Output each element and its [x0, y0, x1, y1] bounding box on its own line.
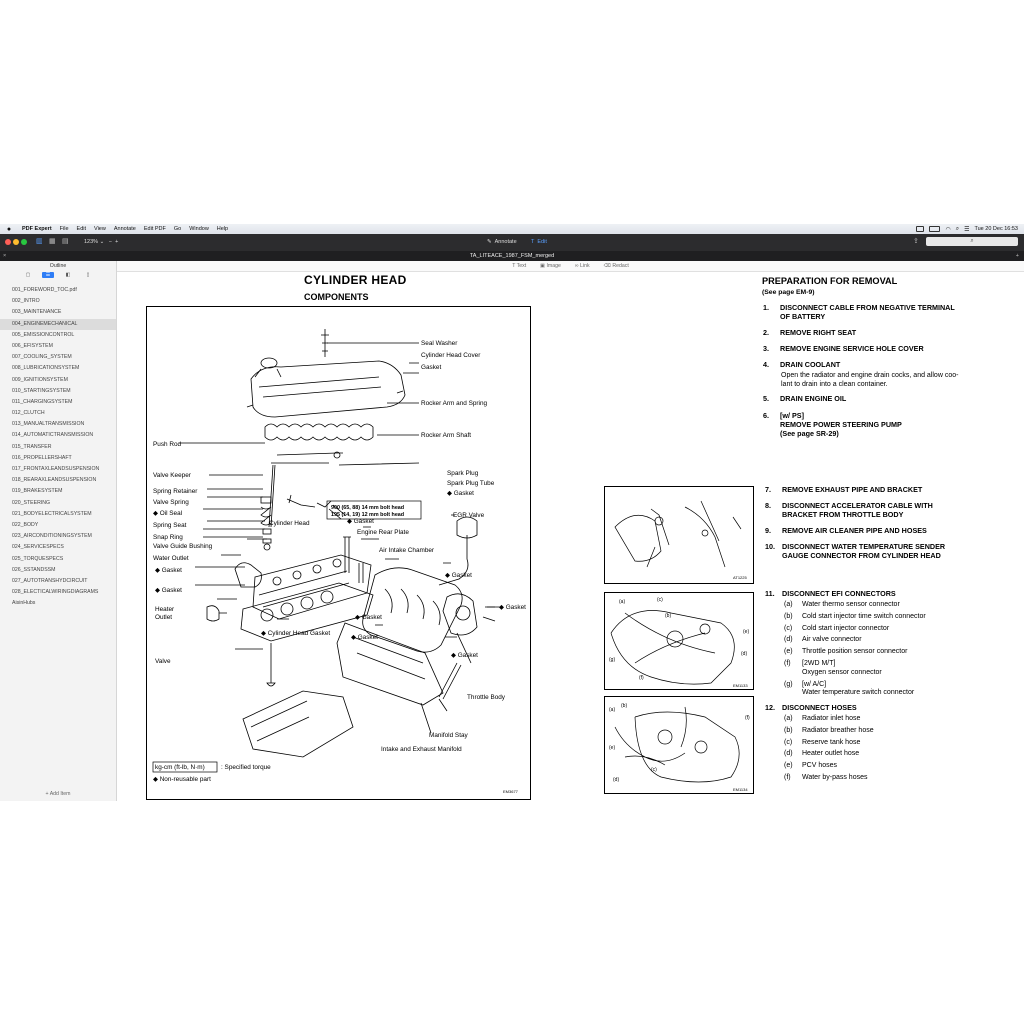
efi-key: (e) — [784, 648, 793, 656]
hoses-key: (a) — [784, 715, 793, 722]
hoses-key: (b) — [784, 726, 793, 734]
label-valve-guide-bushing: Valve Guide Bushing — [153, 543, 213, 550]
svg-text:(c): (c) — [651, 767, 657, 773]
image-tool-label: Image — [546, 263, 561, 269]
figure-2-drawing — [605, 593, 753, 689]
hoses-value: Heater outlet hose — [802, 750, 860, 758]
step-10-text2: GAUGE CONNECTOR FROM CYLINDER HEAD — [782, 551, 941, 560]
control-center-icon[interactable]: ☰ — [964, 226, 970, 233]
document-tab-bar — [0, 251, 1024, 261]
outline-item[interactable]: 027_AUTOTRANSHYDCIRCUIT — [12, 577, 88, 584]
new-tab-icon[interactable]: + — [1015, 253, 1019, 259]
outline-item[interactable]: 005_EMISSIONCONTROL — [12, 331, 75, 338]
menu-file[interactable]: File — [59, 226, 69, 232]
label-gasket-body: ◆ Gasket — [451, 652, 478, 659]
step-10-num: 10. — [765, 542, 775, 551]
label-cylinder-head-gasket: ◆ Cylinder Head Gasket — [261, 630, 331, 637]
label-valve-keeper: Valve Keeper — [153, 472, 191, 479]
hoses-key: (e) — [784, 762, 793, 770]
outline-item[interactable]: 024_SERVICESPECS — [12, 544, 64, 551]
step-6-text3: (See page SR-29) — [780, 429, 839, 438]
figure-3-drawing — [605, 697, 753, 793]
legend-units: kg-cm (ft-lb, N·m) — [155, 764, 205, 771]
text-edit-icon: T — [531, 239, 535, 245]
step-8-text2: BRACKET FROM THROTTLE BODY — [782, 510, 904, 519]
label-gasket-head: ◆ Gasket — [155, 587, 182, 594]
label-gasket-tube: ◆ Gasket — [447, 490, 474, 497]
label-spring-retainer: Spring Retainer — [153, 488, 198, 495]
wifi-icon[interactable]: ◠ — [945, 226, 951, 233]
search-input[interactable]: ⌕ — [926, 237, 1018, 246]
svg-text:(f): (f) — [745, 715, 750, 721]
link-tool-label: Link — [580, 263, 590, 269]
step-11-num: 11. — [765, 589, 775, 598]
label-gasket-cover: Gasket — [421, 364, 442, 371]
fig-code-em3677: EM3677 — [503, 789, 518, 794]
fig-code-em1134: EM1134 — [733, 787, 748, 792]
efi-key: (f) — [784, 660, 791, 667]
efi-key: (d) — [784, 636, 793, 644]
outline-item[interactable]: 007_COOLING_SYSTEM — [12, 354, 72, 361]
step-2-num: 2. — [763, 328, 769, 337]
efi-value: Cold start injector time switch connector — [802, 612, 926, 620]
edit-mode-button[interactable] — [531, 238, 547, 246]
label-spark-plug-tube: Spark Plug Tube — [447, 480, 495, 487]
tab-annotations[interactable]: ▯ — [86, 272, 90, 278]
hoses-key: (c) — [784, 738, 793, 746]
figure-efi-connectors — [604, 592, 754, 690]
label-snap-ring: Snap Ring — [153, 534, 183, 541]
outline-item[interactable]: 015_TRANSFER — [12, 443, 52, 450]
page-title-cylinder-head: CYLINDER HEAD — [304, 273, 407, 287]
label-air-intake-chamber: Air Intake Chamber — [379, 547, 435, 554]
outline-list — [0, 285, 116, 609]
label-rocker-arm-spring: Rocker Arm and Spring — [421, 400, 488, 407]
outline-item[interactable]: 026_SSTANDSSM — [12, 566, 56, 573]
svg-text:(e): (e) — [743, 629, 750, 635]
label-valve: Valve — [155, 658, 171, 665]
step-1-text: DISCONNECT CABLE FROM NEGATIVE TERMINAL — [780, 303, 955, 312]
outline-item[interactable]: 020_STEERING — [12, 499, 51, 506]
toolbar — [0, 234, 1024, 251]
outline-item[interactable]: 006_EFISYSTEM — [12, 342, 53, 349]
efi-value: Water thermo sensor connector — [802, 601, 900, 608]
hoses-value: Radiator breather hose — [802, 726, 874, 734]
outline-item[interactable]: 021_BODYELECTRICALSYSTEM — [12, 510, 92, 517]
label-outlet: Outlet — [155, 614, 173, 621]
torque-spec-12mm: 195 (14, 19) 12 mm bolt head — [331, 512, 405, 518]
step-3-num: 3. — [763, 344, 769, 353]
step-6-text: [w/ PS] — [780, 411, 804, 420]
redact-tool-label: Redact — [612, 263, 629, 269]
outline-item[interactable]: 025_TORQUESPECS — [12, 555, 64, 562]
torque-spec-14mm: 900 (65, 88) 14 mm bolt head — [331, 505, 405, 511]
outline-item[interactable]: 002_INTRO — [12, 298, 40, 305]
tab-bookmarks[interactable]: ◧ — [65, 272, 71, 278]
menu-edit-pdf[interactable]: Edit PDF — [143, 226, 166, 232]
label-rocker-arm-shaft: Rocker Arm Shaft — [421, 432, 472, 439]
add-item-button[interactable]: + Add Item — [45, 791, 71, 797]
step-2-text: REMOVE RIGHT SEAT — [780, 328, 857, 337]
menu-window[interactable]: Window — [189, 226, 209, 232]
step-3-text: REMOVE ENGINE SERVICE HOLE COVER — [780, 344, 924, 353]
redact-tool[interactable]: ⌫ Redact — [603, 263, 629, 269]
battery-icon[interactable] — [929, 226, 940, 232]
zoom-level[interactable]: 123% ⌄ − + — [84, 239, 119, 245]
svg-text:(g): (g) — [609, 657, 616, 663]
outline-item[interactable]: 004_ENGINEMECHANICAL — [0, 319, 116, 330]
step-4-text: DRAIN COOLANT — [780, 360, 841, 369]
svg-text:(f): (f) — [639, 675, 644, 681]
hoses-key: (f) — [784, 774, 791, 781]
screen-icon[interactable] — [916, 226, 924, 232]
label-egr-valve: EGR Valve — [453, 512, 485, 519]
fig-code-at1225: AT1225 — [733, 575, 747, 580]
label-valve-spring: Valve Spring — [153, 499, 189, 506]
label-intake-exhaust-manifold: Intake and Exhaust Manifold — [381, 746, 462, 753]
step-6-num: 6. — [763, 411, 769, 420]
efi-value: Throttle position sensor connector — [802, 648, 908, 656]
figure-accelerator-cable — [604, 486, 754, 584]
annotate-mode-button[interactable] — [487, 238, 517, 246]
link-tool[interactable]: ∞ Link — [574, 263, 590, 269]
see-page-em9: (See page EM-9) — [762, 289, 815, 296]
label-engine-rear-plate: Engine Rear Plate — [357, 529, 409, 536]
page-subtitle-components: COMPONENTS — [304, 292, 369, 302]
tab-outline[interactable]: ☰ — [42, 272, 54, 278]
step-7-num: 7. — [765, 485, 771, 494]
heading-preparation: PREPARATION FOR REMOVAL — [762, 276, 898, 286]
label-cylinder-head: Cylinder Head — [269, 520, 310, 527]
label-gasket-manifold: ◆ Gasket — [355, 614, 382, 621]
label-heater: Heater — [155, 606, 175, 613]
coolant-note-1: Open the radiator and engine drain cocks, and allow coo- — [781, 372, 959, 379]
label-water-outlet: Water Outlet — [153, 555, 189, 562]
hoses-value: Water by-pass hoses — [802, 774, 868, 781]
label-manifold-stay: Manifold Stay — [429, 732, 468, 739]
step-12-num: 12. — [765, 703, 775, 712]
step-1-text2: OF BATTERY — [780, 312, 826, 321]
step-1-num: 1. — [763, 303, 769, 312]
label-cylinder-head-cover: Cylinder Head Cover — [421, 352, 481, 359]
outline-sidebar — [0, 261, 117, 801]
step-5-num: 5. — [763, 394, 769, 403]
efi-value: [w/ A/C] — [802, 680, 827, 688]
label-throttle-body: Throttle Body — [467, 694, 506, 701]
outline-item[interactable]: 019_BRAKESYSTEM — [12, 488, 63, 495]
efi-value-line2: Oxygen sensor connector — [802, 668, 882, 676]
svg-text:(b): (b) — [665, 613, 672, 619]
zoom-value: 123% — [84, 239, 99, 245]
pdf-expert-window — [0, 224, 1024, 801]
edit-tools-bar — [117, 261, 1024, 272]
svg-text:(d): (d) — [741, 651, 748, 657]
menu-go[interactable]: Go — [173, 226, 182, 232]
label-push-rod: Push Rod — [153, 441, 182, 448]
outline-item[interactable]: AisinHubs — [12, 600, 36, 607]
share-icon[interactable]: ⇪ — [913, 238, 919, 245]
svg-text:(a): (a) — [609, 707, 616, 713]
step-12-text: DISCONNECT HOSES — [782, 703, 857, 712]
annotate-label: Annotate — [494, 239, 517, 245]
efi-key: (b) — [784, 612, 793, 620]
label-gasket-bolt: ◆ Gasket — [347, 518, 374, 525]
step-4-num: 4. — [763, 360, 769, 369]
svg-text:(a): (a) — [619, 599, 626, 605]
outline-item[interactable]: 003_MAINTENANCE — [12, 309, 62, 316]
label-spring-seat: Spring Seat — [153, 522, 187, 529]
pdf-page-spread — [122, 272, 1024, 801]
efi-value: Cold start injector connector — [802, 624, 890, 632]
document-title[interactable]: TA_LITEACE_1987_FSM_merged — [469, 253, 555, 259]
hoses-value: Radiator inlet hose — [802, 715, 861, 722]
coolant-note-2: lant to drain into a clean container. — [781, 381, 888, 388]
svg-text:(d): (d) — [613, 777, 620, 783]
sidebar-toggle-icon[interactable]: ▥ — [36, 238, 43, 245]
label-spark-plug: Spark Plug — [447, 470, 479, 477]
figure-hoses — [604, 696, 754, 794]
menu-app-name[interactable]: PDF Expert — [22, 226, 52, 232]
hoses-value: PCV hoses — [802, 762, 838, 770]
step-6-text2: REMOVE POWER STEERING PUMP — [780, 420, 902, 429]
menu-view[interactable]: View — [94, 226, 106, 232]
outline-item[interactable]: 017_FRONTAXLEANDSUSPENSION — [12, 466, 100, 472]
exploded-diagram — [146, 306, 531, 800]
minimize-window-button[interactable] — [13, 239, 19, 245]
thumbnails-icon[interactable]: ▤ — [62, 238, 69, 245]
close-tab-icon[interactable]: × — [3, 253, 7, 259]
menu-annotate[interactable]: Annotate — [113, 226, 136, 232]
efi-value-line2: Water temperature switch connector — [802, 689, 915, 697]
legend-specified-torque: : Specified torque — [221, 764, 271, 771]
label-oil-seal: ◆ Oil Seal — [153, 510, 183, 517]
outline-item[interactable]: 018_REARAXLEANDSUSPENSION — [12, 477, 97, 484]
step-8-num: 8. — [765, 501, 771, 510]
efi-value: Air valve connector — [802, 636, 862, 644]
outline-item[interactable]: 009_IGNITIONSYSTEM — [12, 376, 68, 383]
label-gasket-chamber: ◆ Gasket — [351, 634, 378, 641]
outline-item[interactable]: 022_BODY — [12, 521, 39, 528]
efi-key: (c) — [784, 624, 793, 632]
legend-non-reusable: ◆ Non-reusable part — [153, 776, 211, 783]
apple-icon[interactable]: ● — [6, 225, 12, 233]
edit-label: Edit — [537, 239, 547, 245]
image-tool[interactable]: ▣ Image — [540, 263, 561, 269]
menu-help[interactable]: Help — [216, 226, 229, 232]
menu-edit[interactable]: Edit — [76, 226, 87, 232]
efi-value: [2WD M/T] — [802, 660, 836, 667]
step-7-text: REMOVE EXHAUST PIPE AND BRACKET — [782, 485, 923, 494]
maximize-window-button[interactable] — [21, 239, 27, 245]
outline-item[interactable]: 016_PROPELLERSHAFT — [12, 454, 72, 461]
outline-item[interactable]: 028_ELECTICALWIRINGDIAGRAMS — [12, 589, 99, 596]
tab-thumbnails[interactable]: ▢ — [25, 272, 31, 278]
fig-code-em1133: EM1133 — [733, 683, 748, 688]
clock[interactable]: Tue 20 Dec 16:53 — [974, 226, 1018, 232]
hoses-key: (d) — [784, 750, 793, 758]
outline-item[interactable]: 001_FOREWORD_TOC.pdf — [12, 287, 77, 293]
hoses-value: Reserve tank hose — [802, 738, 861, 746]
outline-item[interactable]: 023_AIRCONDITIONINGSYSTEM — [12, 533, 92, 540]
efi-key: (a) — [784, 601, 793, 608]
step-11-text: DISCONNECT EFI CONNECTORS — [782, 589, 896, 598]
svg-text:(e): (e) — [609, 745, 616, 751]
label-gasket-throttle: ◆ Gasket — [499, 604, 526, 611]
menu-bar — [0, 224, 1024, 234]
outline-item[interactable]: 010_STARTINGSYSTEM — [12, 387, 71, 394]
outline-item[interactable]: 013_MANUALTRANSMISSION — [12, 421, 85, 428]
step-10-text: DISCONNECT WATER TEMPERATURE SENDER — [782, 542, 946, 551]
outline-item[interactable]: 014_AUTOMATICTRANSMISSION — [12, 432, 94, 439]
svg-text:(c): (c) — [657, 597, 663, 603]
label-gasket-outlet: ◆ Gasket — [155, 567, 182, 574]
figure-1-drawing — [605, 487, 753, 583]
text-tool[interactable]: T Text — [512, 263, 527, 269]
label-seal-washer: Seal Washer — [421, 340, 458, 347]
text-tool-label: Text — [516, 263, 527, 269]
step-5-text: DRAIN ENGINE OIL — [780, 394, 847, 403]
step-8-text: DISCONNECT ACCELERATOR CABLE WITH — [782, 501, 933, 510]
grid-view-icon[interactable]: ▦ — [49, 238, 56, 245]
label-gasket-egr: ◆ Gasket — [445, 572, 472, 579]
diagram-drawing — [147, 307, 530, 799]
outline-item[interactable]: 008_LUBRICATIONSYSTEM — [12, 365, 80, 372]
sidebar-header: Outline — [49, 263, 67, 269]
step-9-num: 9. — [765, 526, 771, 535]
search-icon[interactable]: ⌕ — [955, 225, 960, 232]
step-9-text: REMOVE AIR CLEANER PIPE AND HOSES — [782, 526, 927, 535]
outline-item[interactable]: 011_CHARGINGSYSTEM — [12, 398, 73, 405]
efi-key: (g) — [784, 680, 793, 688]
svg-text:(b): (b) — [621, 703, 628, 709]
outline-item[interactable]: 012_CLUTCH — [12, 410, 45, 417]
close-window-button[interactable] — [5, 239, 11, 245]
pen-icon: ✎ — [487, 239, 492, 245]
